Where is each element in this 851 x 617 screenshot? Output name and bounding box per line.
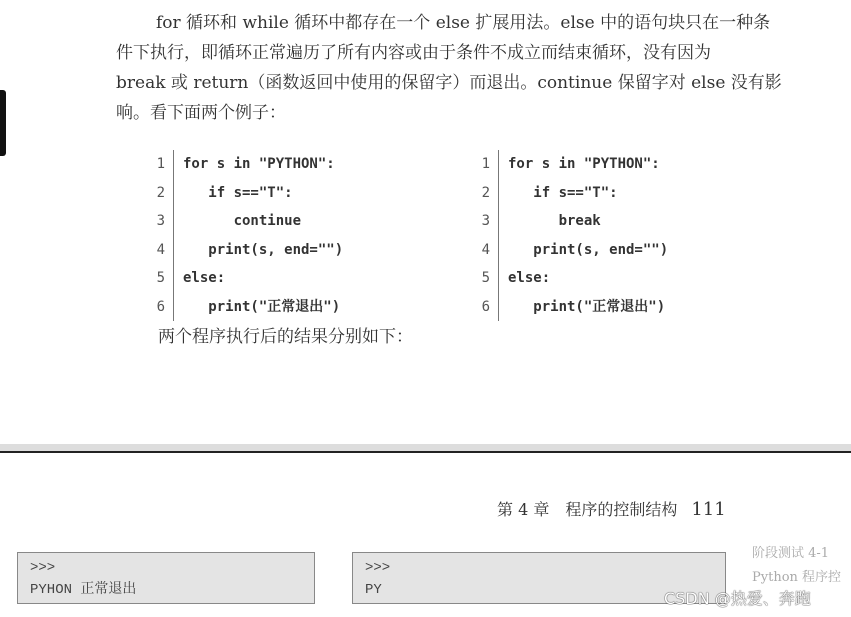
code-line [470, 293, 770, 322]
output-box-left [17, 552, 315, 604]
code-text: for s in "PYTHON": [183, 156, 335, 172]
paragraph-line: 响。看下面两个例子： [116, 103, 286, 123]
code-line [145, 236, 445, 265]
code-text: continue [183, 213, 302, 229]
line-number: 2 [156, 184, 165, 201]
line-number: 6 [156, 298, 165, 315]
code-text: print(s, end="") [508, 241, 669, 258]
code-text: else: [183, 270, 226, 286]
code-line [470, 264, 770, 293]
side-note-line: 阶段测试 4-1 [752, 546, 830, 561]
code-text: print("正常退出") [508, 298, 666, 315]
page-top-rule [0, 451, 851, 453]
line-number: 3 [481, 213, 490, 229]
code-line [470, 207, 770, 236]
page-edge-tab [0, 90, 6, 156]
line-number: 4 [156, 241, 165, 258]
page-header [497, 497, 726, 520]
side-note [752, 542, 841, 590]
line-number: 1 [481, 156, 490, 172]
page-gap [0, 444, 851, 451]
code-line [470, 150, 770, 179]
watermark: CSDN @热爱、奔跑 [664, 589, 811, 608]
code-text: print(s, end="") [183, 241, 344, 258]
line-number: 5 [481, 270, 490, 286]
code-line [145, 264, 445, 293]
chapter-title: 第 4 章 程序的控制结构 [497, 500, 678, 519]
line-number: 2 [481, 184, 490, 201]
code-line [145, 179, 445, 208]
page-number: 111 [691, 499, 726, 520]
results-intro: 两个程序执行后的结果分别如下： [158, 327, 413, 347]
code-line [470, 179, 770, 208]
prompt: >>> [365, 560, 391, 576]
code-line [470, 236, 770, 265]
output-result: PY [365, 582, 382, 598]
code-line [145, 293, 445, 322]
paragraph-line: break 或 return（函数返回中使用的保留字）而退出。continue 保留字对 else 没有影 [116, 73, 782, 93]
code-text: break [508, 213, 601, 229]
paragraph-line: 件下执行，即循环正常遍历了所有内容或由于条件不成立而结束循环，没有因为 [116, 43, 711, 63]
line-number: 4 [481, 241, 490, 258]
code-line [145, 150, 445, 179]
line-number: 6 [481, 298, 490, 315]
paragraph-line: for 循环和 while 循环中都存在一个 else 扩展用法。else 中的语句块只在一种条 [156, 13, 771, 33]
line-number: 5 [156, 270, 165, 286]
code-block-continue [145, 150, 445, 321]
code-text: for s in "PYTHON": [508, 156, 660, 172]
side-note-line: Python 程序控 [752, 570, 842, 585]
line-number: 1 [156, 156, 165, 172]
output-result: PYHON 正常退出 [30, 582, 137, 598]
code-block-break [470, 150, 770, 321]
body-paragraph [116, 8, 828, 128]
code-text: else: [508, 270, 551, 286]
code-text: if s=="T": [508, 184, 618, 201]
line-number: 3 [156, 213, 165, 229]
prompt: >>> [30, 560, 56, 576]
code-text: if s=="T": [183, 184, 293, 201]
code-text: print("正常退出") [183, 298, 341, 315]
code-line [145, 207, 445, 236]
